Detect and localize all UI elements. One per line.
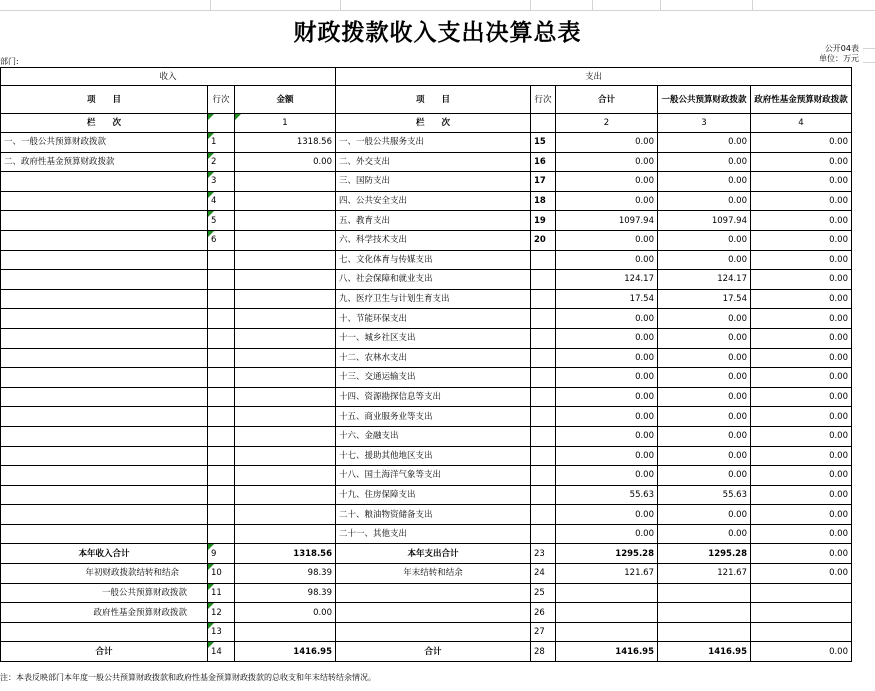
income-line-cell <box>208 250 235 270</box>
department-label: 部门: <box>0 57 19 66</box>
gov-fund-cell: 0.00 <box>751 485 852 505</box>
income-amount-cell <box>235 230 336 250</box>
income-line-cell <box>208 446 235 466</box>
income-amount-cell <box>235 309 336 329</box>
expense-line-cell <box>531 407 556 427</box>
general-budget-cell: 0.00 <box>658 466 751 486</box>
general-budget-cell: 0.00 <box>658 250 751 270</box>
income-line-cell: 5 <box>208 211 235 231</box>
expense-item-cell: 四、公共安全支出 <box>336 191 531 211</box>
gov-fund-cell: 0.00 <box>751 426 852 446</box>
table-row <box>1 309 852 329</box>
table-row <box>1 387 852 407</box>
gov-fund-cell: 0.00 <box>751 466 852 486</box>
expense-item-cell: 三、国防支出 <box>336 172 531 192</box>
income-amount-cell <box>235 387 336 407</box>
table-meta <box>819 44 859 64</box>
table-row <box>1 368 852 388</box>
income-amount-cell <box>235 172 336 192</box>
column-number: 2 <box>556 114 658 133</box>
income-line-cell <box>208 368 235 388</box>
general-budget-cell <box>658 603 751 623</box>
expense-line-cell <box>531 250 556 270</box>
expense-line-cell <box>531 466 556 486</box>
table-row <box>1 133 852 153</box>
general-budget-cell: 1097.94 <box>658 211 751 231</box>
expense-item-cell: 一、一般公共服务支出 <box>336 133 531 153</box>
expense-total-cell: 0.00 <box>556 250 658 270</box>
table-row <box>1 230 852 250</box>
expense-total-cell: 0.00 <box>556 446 658 466</box>
gov-fund-cell: 0.00 <box>751 505 852 525</box>
expense-item-cell: 十三、交通运输支出 <box>336 368 531 388</box>
income-item-cell <box>1 348 208 368</box>
expense-total-cell: 0.00 <box>556 152 658 172</box>
expense-item-cell: 十五、商业服务业等支出 <box>336 407 531 427</box>
income-amount-cell <box>235 328 336 348</box>
income-line-cell <box>208 309 235 329</box>
income-amount-cell: 0.00 <box>235 152 336 172</box>
expense-total-cell: 1097.94 <box>556 211 658 231</box>
income-amount-cell <box>235 485 336 505</box>
income-line-cell <box>208 466 235 486</box>
unit-label: 单位：万元 <box>819 54 859 63</box>
income-item-cell <box>1 387 208 407</box>
expense-item-cell: 合计 <box>336 642 531 662</box>
sheet-grid-right <box>863 48 875 49</box>
income-amount-cell <box>235 426 336 446</box>
expense-line-cell <box>531 328 556 348</box>
income-item-cell <box>1 426 208 446</box>
income-item-cell: 一般公共预算财政拨款 <box>1 583 208 603</box>
income-item-cell: 合计 <box>1 642 208 662</box>
income-amount-cell: 98.39 <box>235 564 336 584</box>
gov-fund-cell: 0.00 <box>751 407 852 427</box>
expense-item-cell <box>336 603 531 623</box>
income-line-cell <box>208 426 235 446</box>
summary-row <box>1 583 852 603</box>
expense-line-cell: 24 <box>531 564 556 584</box>
gov-fund-cell: 0.00 <box>751 309 852 329</box>
table-row <box>1 270 852 290</box>
expense-item-cell: 二、外交支出 <box>336 152 531 172</box>
income-item-cell <box>1 446 208 466</box>
expense-line-cell: 15 <box>531 133 556 153</box>
income-amount-cell <box>235 407 336 427</box>
table-row <box>1 466 852 486</box>
income-item-cell <box>1 191 208 211</box>
general-budget-cell: 0.00 <box>658 524 751 544</box>
general-budget-cell: 0.00 <box>658 230 751 250</box>
expense-line-cell <box>531 289 556 309</box>
expense-item-cell: 九、医疗卫生与计划生育支出 <box>336 289 531 309</box>
income-item-cell <box>1 328 208 348</box>
income-item-cell <box>1 309 208 329</box>
income-amount-cell <box>235 446 336 466</box>
income-line-header: 行次 <box>208 86 235 114</box>
summary-row <box>1 622 852 642</box>
general-budget-cell <box>658 583 751 603</box>
blank-cell <box>531 114 556 133</box>
expense-item-header: 项 目 <box>336 86 531 114</box>
table-row <box>1 191 852 211</box>
sheet-grid-right <box>863 62 875 63</box>
expense-item-cell: 十、节能环保支出 <box>336 309 531 329</box>
gov-fund-cell: 0.00 <box>751 368 852 388</box>
general-budget-cell: 0.00 <box>658 505 751 525</box>
header-row-sections <box>1 68 852 86</box>
expense-line-cell: 28 <box>531 642 556 662</box>
income-item-cell <box>1 368 208 388</box>
gov-fund-cell: 0.00 <box>751 191 852 211</box>
income-line-cell: 13 <box>208 622 235 642</box>
expense-total-cell: 0.00 <box>556 407 658 427</box>
income-item-cell <box>1 466 208 486</box>
expense-total-cell: 0.00 <box>556 466 658 486</box>
expense-line-cell: 19 <box>531 211 556 231</box>
gov-fund-cell <box>751 583 852 603</box>
income-amount-cell <box>235 368 336 388</box>
income-line-cell <box>208 485 235 505</box>
expense-total-cell: 0.00 <box>556 191 658 211</box>
header-row-column-numbers <box>1 114 852 133</box>
expense-total-cell: 17.54 <box>556 289 658 309</box>
income-amount-cell <box>235 466 336 486</box>
expense-item-cell: 七、文化体育与传媒支出 <box>336 250 531 270</box>
income-line-cell <box>208 505 235 525</box>
gov-fund-cell <box>751 603 852 623</box>
gov-fund-cell: 0.00 <box>751 172 852 192</box>
table-row <box>1 407 852 427</box>
table-row <box>1 524 852 544</box>
income-line-cell <box>208 348 235 368</box>
expense-total-cell: 55.63 <box>556 485 658 505</box>
income-item-cell <box>1 289 208 309</box>
income-amount-cell <box>235 270 336 290</box>
column-number: 4 <box>751 114 852 133</box>
expense-line-cell: 23 <box>531 544 556 564</box>
summary-row <box>1 603 852 623</box>
general-budget-cell: 55.63 <box>658 485 751 505</box>
blank-cell <box>208 114 235 133</box>
expense-line-cell <box>531 505 556 525</box>
gov-fund-cell: 0.00 <box>751 446 852 466</box>
table-row <box>1 328 852 348</box>
gov-fund-cell: 0.00 <box>751 230 852 250</box>
expense-line-cell <box>531 368 556 388</box>
income-item-cell <box>1 407 208 427</box>
table-row <box>1 426 852 446</box>
income-amount-cell: 1416.95 <box>235 642 336 662</box>
expense-line-cell <box>531 524 556 544</box>
expense-item-cell: 二十一、其他支出 <box>336 524 531 544</box>
income-line-cell: 4 <box>208 191 235 211</box>
expense-line-cell: 20 <box>531 230 556 250</box>
income-line-cell <box>208 524 235 544</box>
general-budget-cell: 124.17 <box>658 270 751 290</box>
column-label: 栏 次 <box>336 114 531 133</box>
income-line-cell: 6 <box>208 230 235 250</box>
expense-item-cell: 二十、粮油物资储备支出 <box>336 505 531 525</box>
general-budget-cell: 17.54 <box>658 289 751 309</box>
form-code: 公开04表 <box>824 44 859 53</box>
expense-line-cell: 26 <box>531 603 556 623</box>
expense-line-cell: 27 <box>531 622 556 642</box>
income-line-cell <box>208 270 235 290</box>
income-item-cell: 年初财政拨款结转和结余 <box>1 564 208 584</box>
income-amount-cell <box>235 622 336 642</box>
expense-line-cell: 16 <box>531 152 556 172</box>
general-budget-cell: 0.00 <box>658 172 751 192</box>
expense-section-header: 支出 <box>336 68 852 86</box>
expense-total-cell: 0.00 <box>556 328 658 348</box>
expense-total-cell: 0.00 <box>556 172 658 192</box>
income-line-cell <box>208 289 235 309</box>
expense-total-cell: 0.00 <box>556 387 658 407</box>
gov-fund-cell: 0.00 <box>751 544 852 564</box>
expense-line-cell <box>531 446 556 466</box>
income-amount-cell <box>235 191 336 211</box>
general-budget-cell: 1295.28 <box>658 544 751 564</box>
header-row-columns <box>1 86 852 114</box>
gov-fund-cell: 0.00 <box>751 524 852 544</box>
gov-fund-cell: 0.00 <box>751 348 852 368</box>
page-title: 财政拨款收入支出决算总表 <box>293 19 582 46</box>
expense-item-cell: 八、社会保障和就业支出 <box>336 270 531 290</box>
column-number: 1 <box>235 114 336 133</box>
income-item-header: 项 目 <box>1 86 208 114</box>
expense-item-cell <box>336 583 531 603</box>
general-budget-cell: 121.67 <box>658 564 751 584</box>
gov-fund-cell <box>751 622 852 642</box>
expense-total-cell: 1295.28 <box>556 544 658 564</box>
income-line-cell <box>208 387 235 407</box>
expense-total-cell: 0.00 <box>556 230 658 250</box>
gov-fund-cell: 0.00 <box>751 133 852 153</box>
expense-line-cell <box>531 309 556 329</box>
expense-total-cell: 0.00 <box>556 133 658 153</box>
income-item-cell <box>1 172 208 192</box>
income-amount-cell: 98.39 <box>235 583 336 603</box>
general-budget-cell: 0.00 <box>658 407 751 427</box>
expense-total-cell: 124.17 <box>556 270 658 290</box>
income-amount-cell <box>235 505 336 525</box>
expense-total-header: 合计 <box>556 86 658 114</box>
income-amount-cell: 0.00 <box>235 603 336 623</box>
expense-item-cell: 六、科学技术支出 <box>336 230 531 250</box>
income-amount-cell <box>235 289 336 309</box>
expense-line-cell: 25 <box>531 583 556 603</box>
gov-fund-cell: 0.00 <box>751 642 852 662</box>
expense-total-cell: 1416.95 <box>556 642 658 662</box>
expense-total-cell: 0.00 <box>556 309 658 329</box>
income-section-header: 收入 <box>1 68 336 86</box>
income-line-cell: 2 <box>208 152 235 172</box>
income-item-cell <box>1 250 208 270</box>
general-budget-header: 一般公共预算财政拨款 <box>658 86 751 114</box>
income-item-cell <box>1 505 208 525</box>
expense-item-cell: 十八、国土海洋气象等支出 <box>336 466 531 486</box>
table-row <box>1 211 852 231</box>
expense-total-cell <box>556 583 658 603</box>
general-budget-cell: 1416.95 <box>658 642 751 662</box>
income-item-cell <box>1 230 208 250</box>
table-row <box>1 505 852 525</box>
table-row <box>1 485 852 505</box>
general-budget-cell: 0.00 <box>658 426 751 446</box>
income-line-cell: 9 <box>208 544 235 564</box>
gov-fund-cell: 0.00 <box>751 270 852 290</box>
expense-line-header: 行次 <box>531 86 556 114</box>
expense-line-cell <box>531 485 556 505</box>
expense-item-cell: 十二、农林水支出 <box>336 348 531 368</box>
table-row <box>1 446 852 466</box>
income-item-cell <box>1 211 208 231</box>
expense-line-cell <box>531 348 556 368</box>
expense-item-cell: 十六、金融支出 <box>336 426 531 446</box>
general-budget-cell: 0.00 <box>658 309 751 329</box>
expense-total-cell <box>556 622 658 642</box>
income-item-cell: 本年收入合计 <box>1 544 208 564</box>
gov-fund-cell: 0.00 <box>751 152 852 172</box>
general-budget-cell: 0.00 <box>658 368 751 388</box>
income-amount-cell: 1318.56 <box>235 544 336 564</box>
income-item-cell <box>1 524 208 544</box>
gov-fund-cell: 0.00 <box>751 289 852 309</box>
gov-fund-cell: 0.00 <box>751 387 852 407</box>
gov-fund-cell: 0.00 <box>751 328 852 348</box>
expense-item-cell: 十七、援助其他地区支出 <box>336 446 531 466</box>
income-amount-cell <box>235 211 336 231</box>
income-item-cell: 一、一般公共预算财政拨款 <box>1 133 208 153</box>
general-budget-cell: 0.00 <box>658 328 751 348</box>
expense-item-cell: 本年支出合计 <box>336 544 531 564</box>
expense-total-cell: 0.00 <box>556 426 658 446</box>
general-budget-cell: 0.00 <box>658 348 751 368</box>
gov-fund-cell: 0.00 <box>751 211 852 231</box>
income-amount-cell <box>235 524 336 544</box>
column-number: 3 <box>658 114 751 133</box>
expense-line-cell: 18 <box>531 191 556 211</box>
income-amount-cell <box>235 250 336 270</box>
summary-row <box>1 564 852 584</box>
table-row <box>1 250 852 270</box>
general-budget-cell: 0.00 <box>658 446 751 466</box>
summary-row <box>1 544 852 564</box>
expense-item-cell: 年末结转和结余 <box>336 564 531 584</box>
gov-fund-cell: 0.00 <box>751 564 852 584</box>
sheet-grid-top <box>0 0 875 11</box>
table-row <box>1 348 852 368</box>
income-item-cell <box>1 622 208 642</box>
income-item-cell: 二、政府性基金预算财政拨款 <box>1 152 208 172</box>
expense-total-cell: 0.00 <box>556 348 658 368</box>
gov-fund-header: 政府性基金预算财政拨款 <box>751 86 852 114</box>
table-row <box>1 289 852 309</box>
income-amount-header: 金额 <box>235 86 336 114</box>
income-line-cell <box>208 328 235 348</box>
income-item-cell <box>1 270 208 290</box>
income-item-cell <box>1 485 208 505</box>
summary-row <box>1 642 852 662</box>
expense-total-cell <box>556 603 658 623</box>
expense-item-cell: 十一、城乡社区支出 <box>336 328 531 348</box>
expense-item-cell <box>336 622 531 642</box>
expense-line-cell: 17 <box>531 172 556 192</box>
income-line-cell: 3 <box>208 172 235 192</box>
income-item-cell: 政府性基金预算财政拨款 <box>1 603 208 623</box>
expense-line-cell <box>531 270 556 290</box>
general-budget-cell <box>658 622 751 642</box>
gov-fund-cell: 0.00 <box>751 250 852 270</box>
general-budget-cell: 0.00 <box>658 152 751 172</box>
income-line-cell: 12 <box>208 603 235 623</box>
income-amount-cell: 1318.56 <box>235 133 336 153</box>
table-row <box>1 152 852 172</box>
general-budget-cell: 0.00 <box>658 191 751 211</box>
expense-item-cell: 五、教育支出 <box>336 211 531 231</box>
fiscal-summary-table <box>0 67 852 662</box>
expense-item-cell: 十四、资源勘探信息等支出 <box>336 387 531 407</box>
income-amount-cell <box>235 348 336 368</box>
expense-item-cell: 十九、住房保障支出 <box>336 485 531 505</box>
general-budget-cell: 0.00 <box>658 133 751 153</box>
income-line-cell: 10 <box>208 564 235 584</box>
footnote: 注：本表反映部门本年度一般公共预算财政拨款和政府性基金预算财政拨款的总收支和年末结转结余情况。 <box>0 673 376 682</box>
income-line-cell: 11 <box>208 583 235 603</box>
income-line-cell: 14 <box>208 642 235 662</box>
expense-total-cell: 0.00 <box>556 524 658 544</box>
expense-line-cell <box>531 426 556 446</box>
expense-line-cell <box>531 387 556 407</box>
column-label: 栏 次 <box>1 114 208 133</box>
general-budget-cell: 0.00 <box>658 387 751 407</box>
expense-total-cell: 0.00 <box>556 368 658 388</box>
expense-total-cell: 0.00 <box>556 505 658 525</box>
income-line-cell <box>208 407 235 427</box>
income-line-cell: 1 <box>208 133 235 153</box>
expense-total-cell: 121.67 <box>556 564 658 584</box>
table-row <box>1 172 852 192</box>
